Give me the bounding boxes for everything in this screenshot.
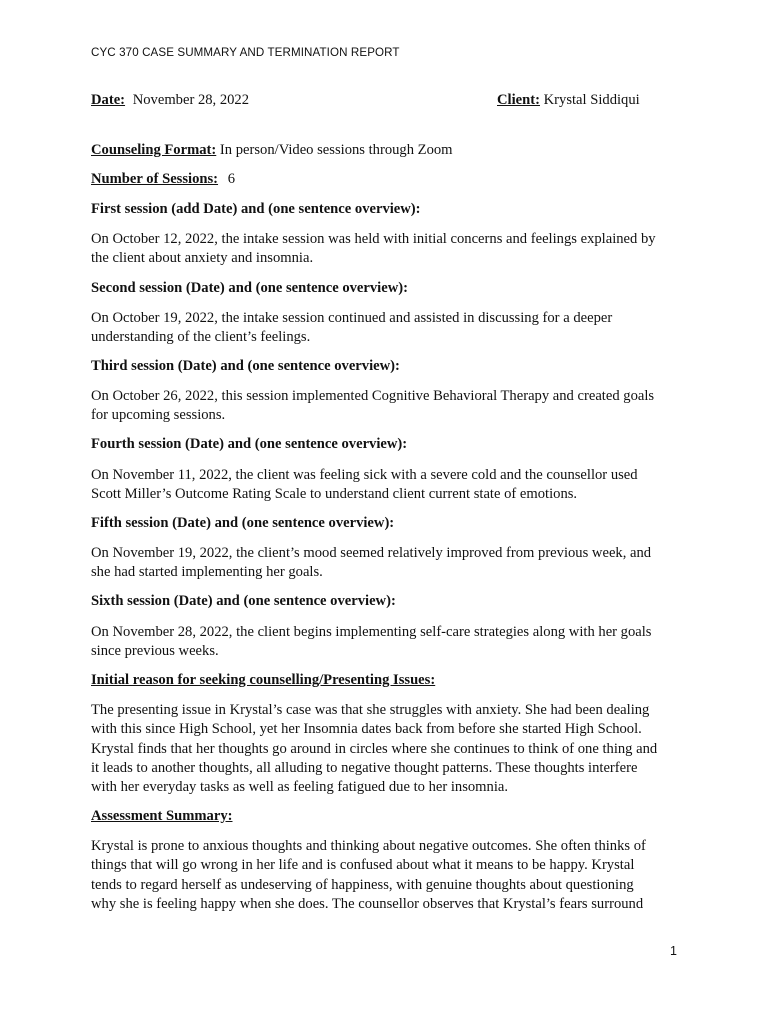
session-heading: Sixth session (Date) and (one sentence overview):: [91, 593, 396, 609]
session-heading: Fifth session (Date) and (one sentence overview):: [91, 515, 395, 531]
text-line: with this since High School, yet her Insomnia dates back from before she started High School.: [91, 721, 642, 738]
session-heading: First session (add Date) and (one sentence overview):: [91, 201, 421, 217]
session-overview: [91, 309, 681, 348]
text-line: On October 12, 2022, the intake session was held with initial concerns and feelings explained by: [91, 231, 656, 247]
date-line: [91, 92, 249, 109]
text-line: it leads to another thoughts, all alluding to negative thought patterns. These thoughts interfere: [91, 759, 638, 776]
counseling-format-line: [91, 142, 453, 159]
initial-reason-paragraph: [91, 701, 681, 797]
text-line: On November 11, 2022, the client was feeling sick with a severe cold and the counsellor used: [91, 467, 638, 483]
text-line: why she is feeling happy when she does. The counsellor observes that Krystal’s fears surround: [91, 895, 644, 912]
date-label: Date:: [91, 92, 126, 108]
session-overview: [91, 544, 681, 583]
session-overview: [91, 466, 681, 505]
text-line: with her everyday tasks as well as feeling fatigued due to her insomnia.: [91, 779, 509, 796]
text-line: since previous weeks.: [91, 643, 219, 660]
session-heading: Second session (Date) and (one sentence overview):: [91, 280, 408, 296]
page-number: 1: [670, 944, 677, 958]
text-line: On October 19, 2022, the intake session continued and assisted in discussing for a deeper: [91, 310, 613, 326]
text-line: The presenting issue in Krystal’s case was that she struggles with anxiety. She had been dealing: [91, 702, 650, 718]
counseling-format-label: Counseling Format:: [91, 142, 217, 158]
session-overview: [91, 623, 681, 662]
number-of-sessions-label: Number of Sessions:: [91, 171, 219, 187]
counseling-format-value: In person/Video sessions through Zoom: [219, 142, 453, 158]
assessment-heading: Assessment Summary:: [91, 808, 233, 824]
text-line: things that will go wrong in her life and is confused about what it means to be happy. Krystal: [91, 857, 635, 874]
text-line: On November 28, 2022, the client begins implementing self-care strategies along with her goals: [91, 624, 652, 640]
client-value: Krystal Siddiqui: [543, 92, 640, 108]
session-heading: Third session (Date) and (one sentence overview):: [91, 358, 400, 374]
initial-reason-heading: Initial reason for seeking counselling/Presenting Issues:: [91, 672, 436, 688]
text-line: Krystal is prone to anxious thoughts and thinking about negative outcomes. She often thinks of: [91, 838, 646, 854]
text-line: the client about anxiety and insomnia.: [91, 250, 314, 267]
text-line: for upcoming sessions.: [91, 407, 226, 424]
text-line: Scott Miller’s Outcome Rating Scale to understand client current state of emotions.: [91, 486, 578, 503]
number-of-sessions-line: [91, 171, 235, 188]
session-overview: [91, 387, 681, 426]
date-value: November 28, 2022: [132, 92, 250, 108]
text-line: On October 26, 2022, this session implemented Cognitive Behavioral Therapy and created goals: [91, 388, 655, 404]
text-line: she had started implementing her goals.: [91, 564, 323, 581]
assessment-paragraph: [91, 837, 681, 914]
text-line: tends to regard herself as undeserving of happiness, with genuine thoughts about questioning: [91, 876, 634, 893]
client-label: Client:: [497, 92, 540, 108]
text-line: On November 19, 2022, the client’s mood seemed relatively improved from previous week, and: [91, 545, 652, 561]
text-line: Krystal finds that her thoughts go around in circles where she continues to think of one thing and: [91, 740, 658, 757]
number-of-sessions-value: 6: [227, 171, 235, 187]
session-overview: [91, 230, 681, 269]
report-header: CYC 370 CASE SUMMARY AND TERMINATION REPORT: [91, 46, 400, 59]
client-line: [497, 92, 640, 109]
session-heading: Fourth session (Date) and (one sentence overview):: [91, 436, 408, 452]
text-line: understanding of the client’s feelings.: [91, 329, 311, 346]
